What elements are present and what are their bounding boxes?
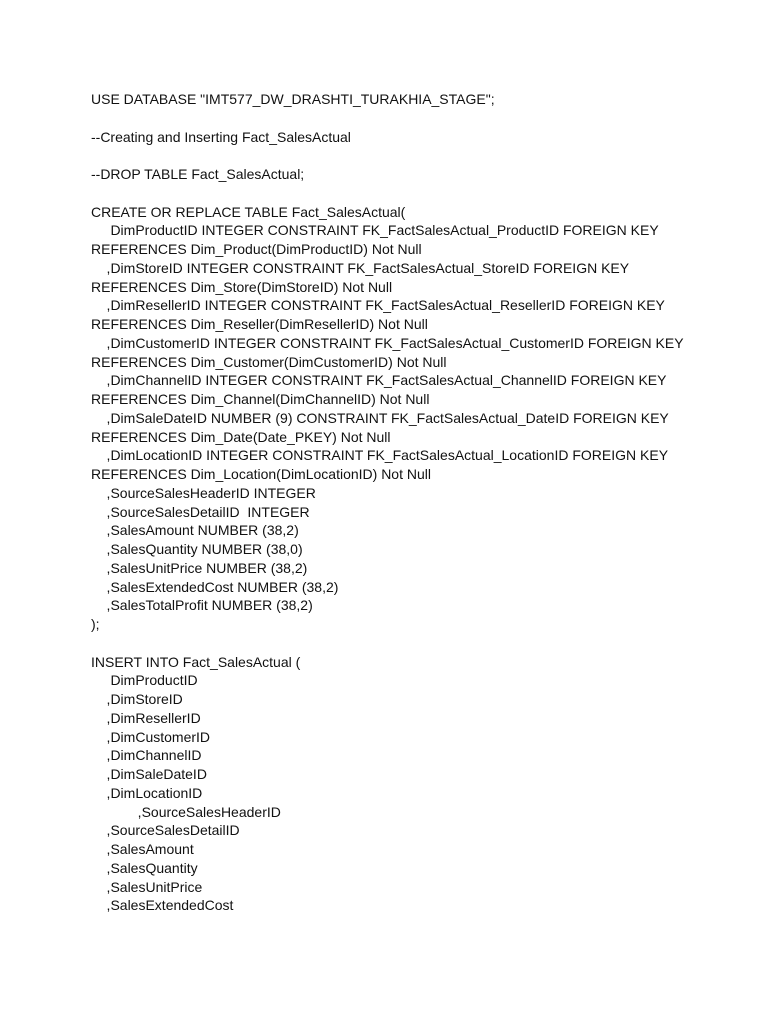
code-line: REFERENCES Dim_Store(DimStoreID) Not Null [91, 278, 393, 295]
code-line: --DROP TABLE Fact_SalesActual; [91, 166, 305, 182]
code-line: REFERENCES Dim_Date(Date_PKEY) Not Null [91, 428, 391, 445]
code-line: ); [91, 616, 100, 632]
code-line: ,SalesUnitPrice [91, 878, 203, 895]
code-line: ,SalesAmount NUMBER (38,2) [91, 522, 299, 539]
code-line: ,DimChannelID [91, 747, 202, 764]
code-line: ,SalesAmount [91, 841, 194, 857]
code-line: ,DimLocationID [91, 784, 203, 801]
code-line: ,SourceSalesHeaderID [91, 803, 281, 820]
code-line: ,DimLocationID INTEGER CONSTRAINT FK_FactSalesActual_LocationID FOREIGN KEY [91, 447, 669, 464]
code-line: REFERENCES Dim_Product(DimProductID) Not Null [91, 241, 422, 257]
code-line: ,SalesExtendedCost [91, 897, 234, 914]
code-line: INSERT INTO Fact_SalesActual ( [91, 653, 301, 670]
code-line: ,SalesQuantity NUMBER (38,0) [91, 541, 303, 557]
code-line: ,SourceSalesDetailID [91, 822, 240, 839]
code-line: ,DimStoreID INTEGER CONSTRAINT FK_FactSalesActual_StoreID FOREIGN KEY [91, 259, 630, 276]
code-line: ,DimCustomerID [91, 728, 211, 745]
blank-line [91, 146, 731, 165]
code-line: ,SourceSalesHeaderID INTEGER [91, 484, 316, 501]
code-line: REFERENCES Dim_Customer(DimCustomerID) Not Null [91, 353, 447, 370]
code-line: ,SalesTotalProfit NUMBER (38,2) [91, 597, 313, 614]
code-line: ,SalesExtendedCost NUMBER (38,2) [91, 578, 339, 595]
code-line: ,SalesUnitPrice NUMBER (38,2) [91, 559, 308, 576]
code-line: REFERENCES Dim_Channel(DimChannelID) Not Null [91, 391, 430, 407]
blank-line [91, 109, 731, 128]
code-line: REFERENCES Dim_Reseller(DimResellerID) Not Null [91, 316, 428, 332]
code-line: DimProductID INTEGER CONSTRAINT FK_FactSalesActual_ProductID FOREIGN KEY [91, 222, 659, 239]
code-line: DimProductID [91, 672, 198, 689]
code-line: ,DimResellerID INTEGER CONSTRAINT FK_FactSalesActual_ResellerID FOREIGN KEY [91, 297, 665, 314]
code-line: ,DimChannelID INTEGER CONSTRAINT FK_FactSalesActual_ChannelID FOREIGN KEY [91, 372, 667, 389]
code-line: ,DimCustomerID INTEGER CONSTRAINT FK_FactSalesActual_CustomerID FOREIGN KEY [91, 334, 684, 351]
code-line: USE DATABASE "IMT577_DW_DRASHTI_TURAKHIA_STAGE"; [91, 91, 495, 107]
blank-line [91, 184, 731, 203]
code-line: --Creating and Inserting Fact_SalesActual [91, 128, 351, 145]
blank-line [91, 634, 731, 653]
code-line: ,DimStoreID [91, 691, 183, 707]
code-line: ,DimResellerID [91, 709, 201, 726]
code-line: ,DimSaleDateID NUMBER (9) CONSTRAINT FK_FactSalesActual_DateID FOREIGN KEY [91, 409, 669, 426]
code-line: ,SalesQuantity [91, 859, 198, 876]
sql-script-body [91, 90, 731, 915]
code-line: REFERENCES Dim_Location(DimLocationID) Not Null [91, 466, 431, 482]
code-line: ,DimSaleDateID [91, 766, 207, 782]
code-line: ,SourceSalesDetailID INTEGER [91, 503, 310, 520]
code-line: CREATE OR REPLACE TABLE Fact_SalesActual( [91, 203, 406, 220]
